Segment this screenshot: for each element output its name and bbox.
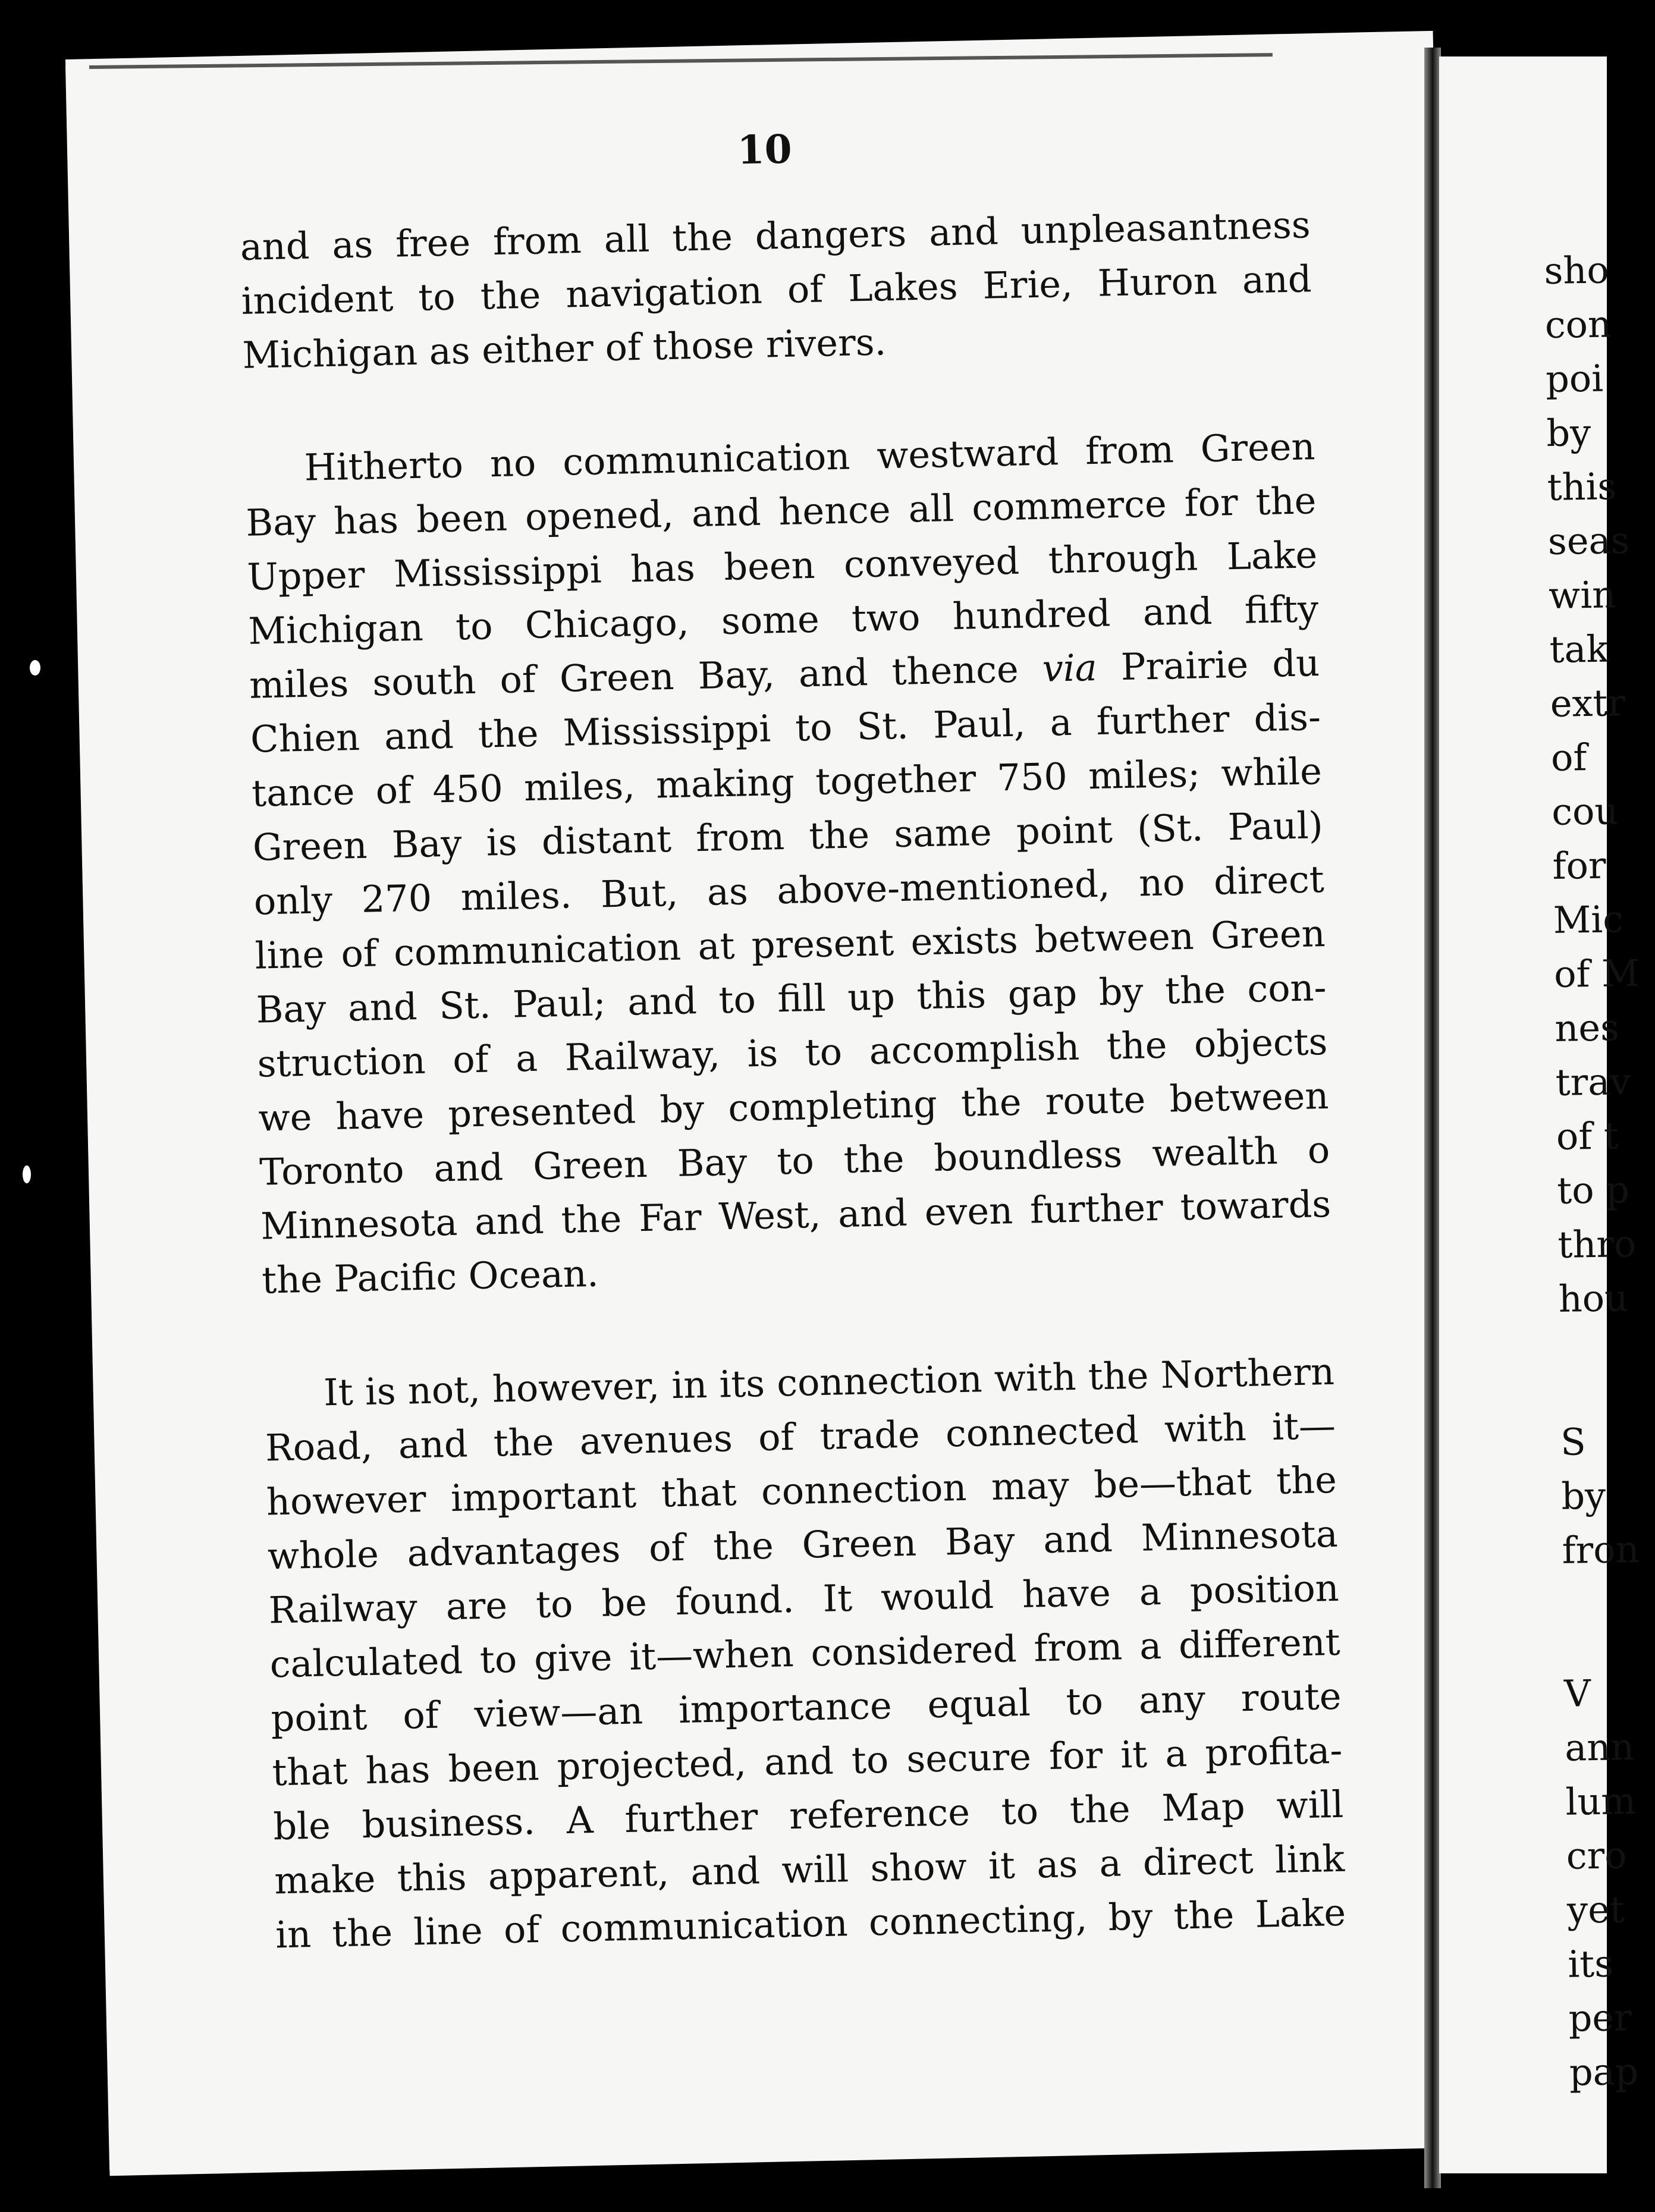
scan-speck [30,660,40,675]
facing-line: thro [1557,1221,1637,1267]
text-line: only 270 miles. But, as above-mentioned, no direct [253,857,1325,923]
text-line: Hitherto no communication westward from Green [303,425,1316,489]
facing-spacer [1559,1325,1623,1415]
facing-line: poi [1545,356,1604,401]
text-line: in the line of communication connecting, by the Lake [275,1890,1346,1957]
facing-line: tak [1549,627,1609,671]
facing-line: by [1560,1473,1606,1518]
text-line: make this apparent, and will show it as a direct link [274,1836,1345,1903]
facing-line: extr [1550,681,1626,725]
facing-line: per [1568,1996,1632,2040]
paragraph-2 [244,419,1333,1307]
text-line: Bay has been opened, and hence all commerce for the [245,479,1317,545]
text-line: Michigan to Chicago, some two hundred and fifty [247,587,1319,653]
text-line: Bay and St. Paul; and to fill up this gap by the con- [255,965,1327,1032]
facing-line: lum [1565,1779,1637,1824]
text-line: Chien and the Mississippi to St. Paul, a further dis- [250,695,1321,761]
text-line: It is not, however, in its connection with the Northern [323,1349,1335,1415]
text-line: line of communication at present exists between Green [255,912,1326,978]
scan-speck [23,1165,31,1183]
facing-line: ann [1564,1725,1635,1770]
text-line: Minnesota and the Far West, and even further towards [260,1182,1331,1248]
facing-line: pap [1569,2050,1639,2094]
facing-line: to p [1556,1168,1630,1212]
text-line: Railway are to be found. It would have a position [268,1566,1340,1632]
text-line: Michigan as either of those rivers. [241,320,887,377]
left-page-text [238,114,1346,1962]
text-line-with-italic: miles south of Green Bay, and thence via Prairie du [249,641,1320,707]
facing-line: yet [1566,1887,1625,1932]
facing-line: seas [1547,519,1630,563]
facing-line: this [1547,464,1617,509]
facing-line: fron [1562,1527,1640,1572]
paragraph-3 [263,1344,1346,1962]
facing-line: of M [1553,951,1640,996]
text-line: however important that connection may be—that the [266,1457,1337,1524]
facing-line: win [1548,573,1616,617]
facing-line: by [1546,410,1591,455]
facing-spacer [1562,1576,1626,1666]
text-line: point of view—an importance equal to any route [270,1674,1342,1740]
text-line: tance of 450 miles, making together 750 miles; while [251,749,1323,815]
text-line: Toronto and Green Bay to the boundless wealth o [259,1127,1330,1194]
facing-line: S [1560,1420,1587,1464]
text-line: calculated to give it—when considered from a different [269,1620,1341,1686]
facing-line: con [1544,302,1612,347]
facing-line: hou [1558,1276,1629,1321]
paragraph-1 [240,197,1313,382]
text-line: and as free from all the dangers and unpleasantness [240,203,1311,269]
text-line: we have presented by completing the route between [257,1073,1329,1140]
facing-line: V [1563,1671,1591,1715]
facing-line: of t [1556,1114,1619,1158]
text-line: Road, and the avenues of trade connected with it— [265,1403,1336,1470]
text-line: incident to the navigation of Lakes Erie, Huron and [241,257,1312,323]
italic-via: via [1042,645,1098,690]
facing-line: nes [1554,1006,1620,1050]
text-line: ble business. A further reference to the Map will [272,1782,1344,1849]
text-line: struction of a Railway, is to accomplish the objects [256,1019,1329,1086]
facing-line: for [1552,843,1607,888]
facing-line: trav [1555,1060,1631,1104]
facing-line: sho [1544,248,1610,293]
text-line: that has been projected, and to secure for it a profita- [271,1728,1343,1795]
text-line: Upper Mississippi has been conveyed through Lake [246,533,1318,599]
facing-line: Mic [1553,897,1624,942]
text-line: Green Bay is distant from the same point (St. Paul) [252,803,1324,869]
facing-line: its [1567,1941,1614,1986]
text-line: the Pacific Ocean. [261,1251,599,1302]
facing-line: cou [1551,789,1619,834]
facing-line: cro [1566,1833,1628,1878]
text-line: whole advantages of the Green Bay and Minnesota [267,1512,1339,1578]
page-number: 10 [736,125,793,174]
book-gutter [1424,48,1441,2188]
facing-line: of [1550,736,1587,780]
